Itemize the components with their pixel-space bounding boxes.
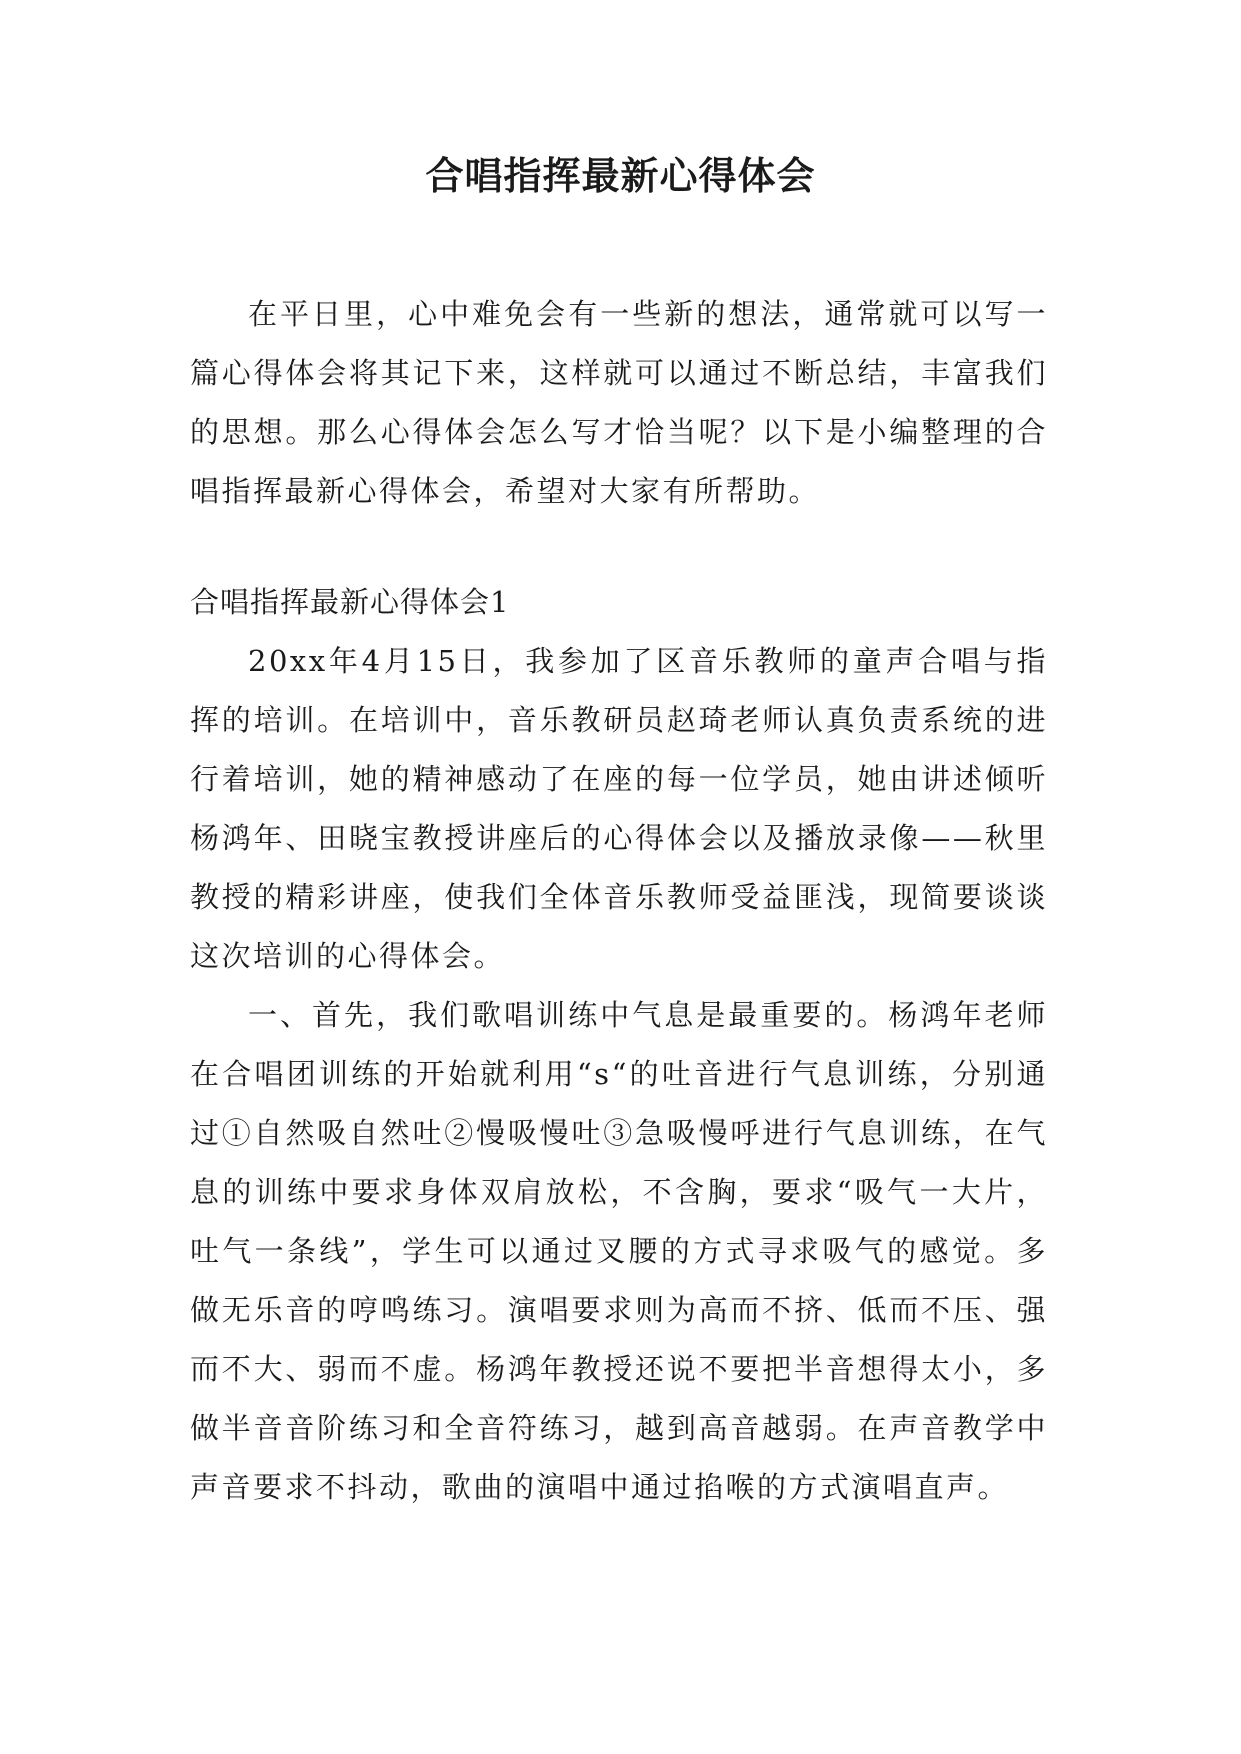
intro-block [190, 285, 1048, 521]
body-paragraph-1: 20xx年4月15日，我参加了区音乐教师的童声合唱与指挥的培训。在培训中，音乐教研员赵琦老师认真负责系统的进行着培训，她的精神感动了在座的每一位学员，她由讲述倾听杨鸿年、田晓宝教授讲座后的心得体会以及播放录像——秋里教授的精彩讲座，使我们全体音乐教师受益匪浅，现简要谈谈这次培训的心得体会。 [190, 644, 1048, 973]
document-title: 合唱指挥最新心得体会 [425, 154, 816, 198]
section-heading: 合唱指挥最新心得体会1 [190, 585, 510, 619]
intro-paragraph: 在平日里，心中难免会有一些新的想法，通常就可以写一篇心得体会将其记下来，这样就可以通过不断总结，丰富我们的思想。那么心得体会怎么写才恰当呢？以下是小编整理的合唱指挥最新心得体会，希望对大家有所帮助。 [190, 297, 1048, 508]
body-paragraph-2: 一、首先，我们歌唱训练中气息是最重要的。杨鸿年老师在合唱团训练的开始就利用“s“的吐音进行气息训练，分别通过①自然吸自然吐②慢吸慢吐③急吸慢呼进行气息训练，在气息的训练中要求身体双肩放松，不含胸，要求“吸气一大片，吐气一条线”，学生可以通过叉腰的方式寻求吸气的感觉。多做无乐音的哼鸣练习。演唱要求则为高而不挤、低而不压、强而不大、弱而不虚。杨鸿年教授还说不要把半音想得太小，多做半音音阶练习和全音符练习，越到高音越弱。在声音教学中声音要求不抖动，歌曲的演唱中通过掐喉的方式演唱直声。 [190, 998, 1048, 1504]
main-body [190, 573, 1048, 1517]
